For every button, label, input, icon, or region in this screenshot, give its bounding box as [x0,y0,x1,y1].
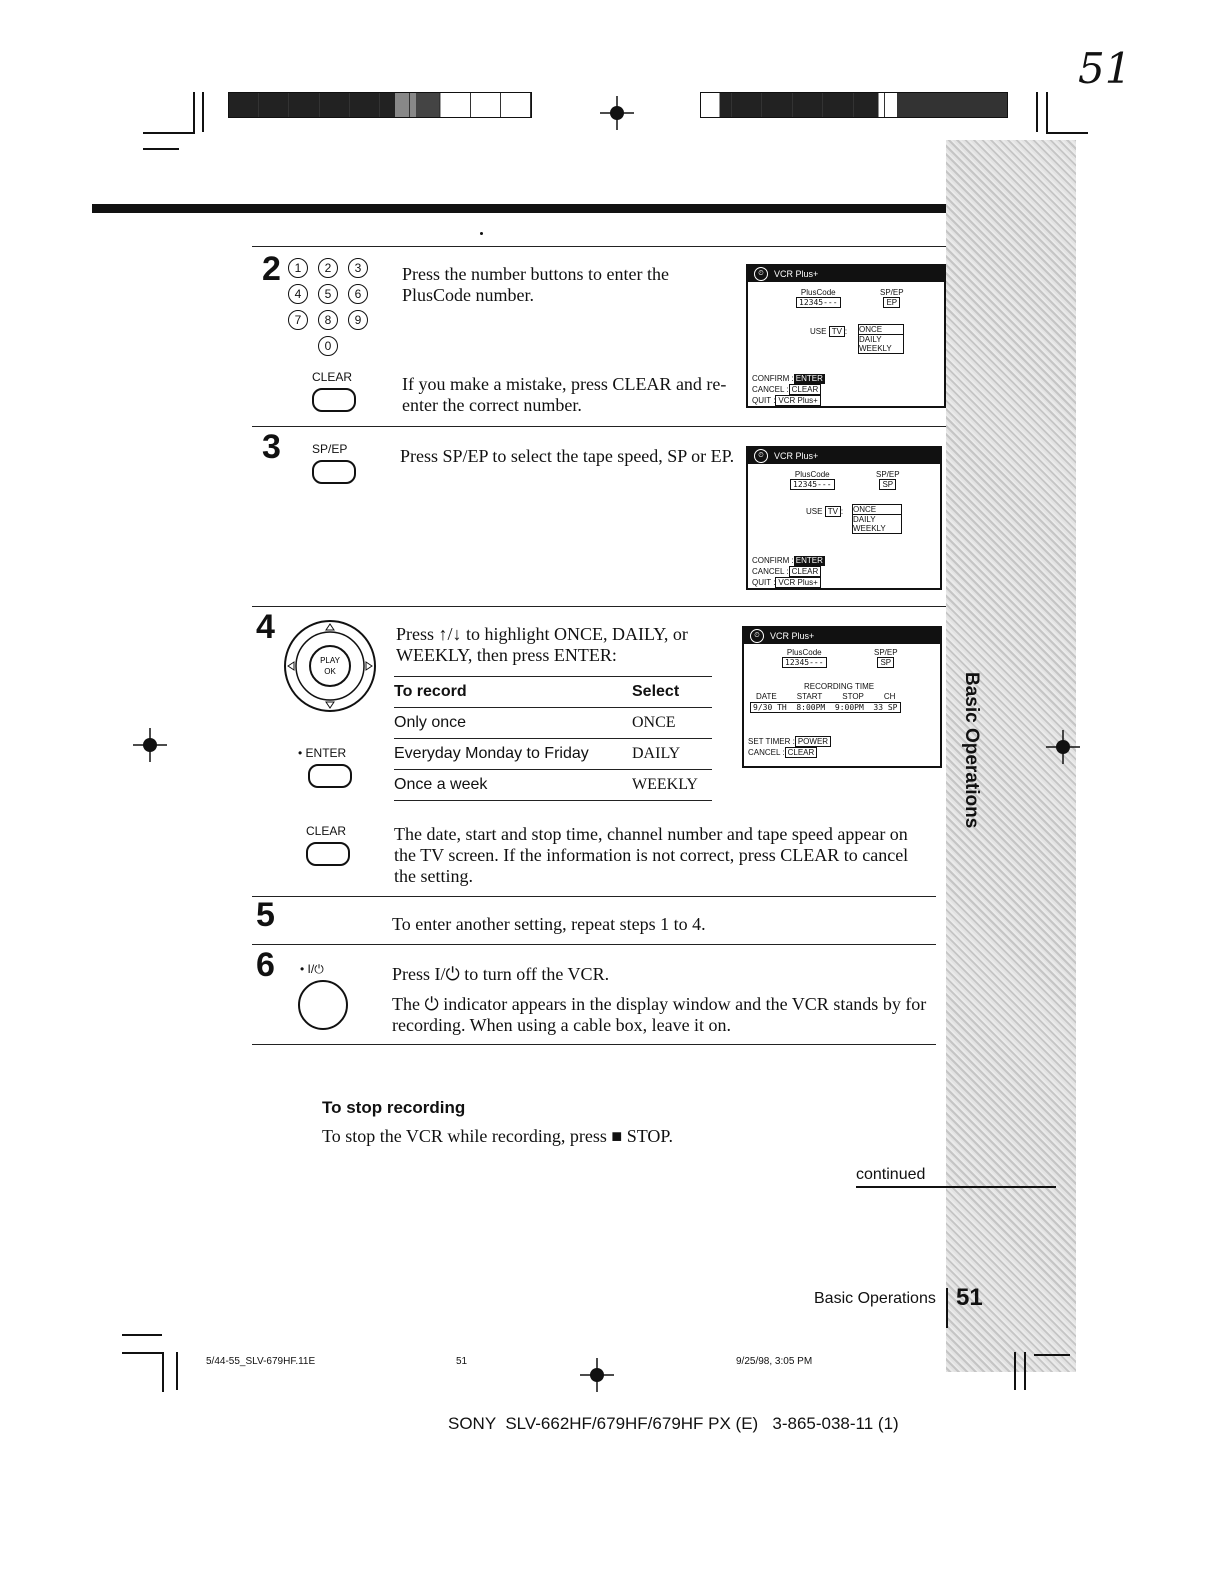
crop-mark-line [143,148,179,150]
stop-text: To stop the VCR while recording, press ■ STOP. [322,1126,673,1146]
osd-option-once: ONCE [859,325,903,335]
enter-button-label: • ENTER [298,746,347,760]
table-cell: WEEKLY [632,770,712,801]
tv-icon: TV [825,506,841,517]
table-cell: DAILY [632,739,712,770]
osd-screen-3: ⏲ VCR Plus+ PlusCode 12345--- SP/EP SP RECORDING TIME DATE START STOP CH 9/30 TH 8:00PM 9:00PM 33 SP SET TIMER : POWER CANCEL : CLEAR [742,626,942,768]
dial-play-label: PLAY [320,656,340,665]
osd-confirm: CONFIRM [752,374,790,383]
clear-button-icon [312,388,356,412]
power-button-icon [298,980,348,1030]
crop-mark-top-left [143,92,195,134]
osd-speed-label: SP/EP [876,470,900,479]
footer-page-number: 51 [956,1284,983,1311]
key-9: 9 [348,310,368,330]
osd-col-start: START [796,692,823,701]
top-thick-rule [92,204,946,213]
osd-speed-label: SP/EP [880,288,904,297]
osd-set-timer: SET TIMER [748,737,791,746]
osd-cancel: CANCEL [752,567,785,576]
step-divider [252,896,936,897]
dial-ok-label: OK [324,667,336,676]
step-number: 3 [262,428,281,466]
osd-pluscode-value: 12345--- [790,479,835,490]
sp-ep-button-icon [312,460,356,484]
registration-bar-right [700,92,1008,118]
continued-label: continued [856,1166,926,1183]
osd-confirm-key: ENTER [795,374,823,383]
osd-quit: QUIT [752,396,771,405]
sp-ep-button-label: SP/EP [312,442,348,456]
osd-option-daily: DAILY [859,335,882,344]
crop-mark-line [1024,1352,1026,1390]
speck [480,232,483,235]
key-6: 6 [348,284,368,304]
footer-section: Basic Operations [814,1290,936,1307]
osd-quit-key: VCR Plus+ [775,395,820,406]
crop-mark-bottom-left [122,1352,164,1392]
osd-cancel-key: CLEAR [789,566,822,577]
osd-option-weekly: WEEKLY [853,524,886,533]
osd-col-date: DATE [756,692,777,701]
step-4-note: The date, start and stop time, channel number and tape speed appear on the TV screen. If the information is not correct, press CLEAR to cancel the setting. [394,824,909,886]
step-divider [252,944,936,945]
crosshair-icon [1046,730,1080,764]
clear-button-label: CLEAR [306,824,347,838]
crosshair-icon [133,728,167,762]
osd-title: VCR Plus+ [770,631,815,641]
sidebar-title: Basic Operations [961,672,982,829]
osd-confirm: CONFIRM [752,556,790,565]
osd-pluscode-label: PlusCode [794,470,830,479]
crop-mark-top-right [1046,92,1088,134]
osd-pluscode-label: PlusCode [800,288,836,297]
osd-pluscode-label: PlusCode [786,648,822,657]
osd-use-label: USE [810,327,827,336]
key-8: 8 [318,310,338,330]
step-divider [252,1044,936,1045]
osd-col-ch: CH [883,692,896,701]
osd-speed-value: SP [877,657,894,668]
enter-button-icon [308,764,352,788]
handwritten-page-number: 51 [1078,44,1132,93]
step-2-text: Press the number buttons to enter the PlusCode number. [402,264,669,305]
registration-bar-left [228,92,532,118]
crosshair-icon [600,96,634,130]
table-cell: Only once [394,708,632,739]
continued-rule [856,1186,1056,1188]
osd-screen-2: ⏲ VCR Plus+ PlusCode 12345--- SP/EP SP USE TV : ONCE DAILY WEEKLY CONFIRM : ENTER CANCEL : CLEAR QUIT : VCR Plus+ [746,446,942,590]
key-2: 2 [318,258,338,278]
step-divider [252,606,946,607]
crop-mark-line [202,92,204,132]
tv-icon: TV [829,326,845,337]
osd-recording-row: 9/30 TH 8:00PM 9:00PM 33 SP [750,702,901,713]
osd-recording-time: RECORDING TIME [804,682,875,691]
step-3-text: Press SP/EP to select the tape speed, SP or EP. [400,446,735,466]
crop-mark-line [1014,1352,1016,1390]
number-keypad [288,258,378,358]
footer-datetime: 9/25/98, 3:05 PM [736,1356,813,1367]
osd-speed-value: SP [879,479,896,490]
step-6-text: Press I/⏻ to turn off the VCR. [392,964,610,984]
key-4: 4 [288,284,308,304]
osd-screen-1: ⏲ VCR Plus+ PlusCode 12345--- SP/EP EP USE TV : ONCE DAILY WEEKLY CONFIRM : ENTER CANCEL : CLEAR QUIT : VCR Plus+ [746,264,946,408]
crop-mark-line [176,1352,178,1390]
stop-heading: To stop recording [322,1098,466,1117]
osd-pluscode-value: 12345--- [796,297,841,308]
step-6-note: The ⏻ indicator appears in the display window and the VCR stands by for recording. When using a cable box, leave it on. [392,994,927,1035]
clear-button-icon [306,842,350,866]
clock-icon: ⏲ [754,449,768,463]
footer-file: 5/44-55_SLV-679HF.11E [206,1356,316,1367]
osd-set-timer-key: POWER [795,736,831,747]
record-table [394,676,712,801]
crop-mark-bottom-right [1034,1340,1070,1356]
step-number: 5 [256,896,275,934]
osd-quit-key: VCR Plus+ [775,577,820,588]
page-tab-divider [946,1288,948,1328]
osd-cancel-key: CLEAR [789,384,822,395]
osd-option-weekly: WEEKLY [859,344,892,353]
step-divider [252,246,946,247]
osd-speed-value: EP [883,297,900,308]
footer-page-small: 51 [456,1356,468,1367]
osd-col-stop: STOP [842,692,864,701]
table-header: Select [632,677,712,708]
osd-title: VCR Plus+ [774,269,819,279]
table-row [394,770,712,801]
crop-mark-line [122,1334,162,1336]
table-header: To record [394,677,632,708]
power-button-label: • I/⏻ [300,962,324,976]
clock-icon: ⏲ [750,629,764,643]
osd-title: VCR Plus+ [774,451,819,461]
osd-cancel: CANCEL [752,385,785,394]
table-row [394,708,712,739]
key-5: 5 [318,284,338,304]
osd-cancel-key: CLEAR [785,747,818,758]
step-number: 6 [256,946,275,984]
osd-option-once: ONCE [853,505,901,515]
key-0: 0 [318,336,338,356]
key-3: 3 [348,258,368,278]
osd-option-daily: DAILY [853,515,876,524]
step-4-text: Press ↑/↓ to highlight ONCE, DAILY, or WEEKLY, then press ENTER: [396,624,688,665]
step-divider [252,426,946,427]
table-header-row [394,677,712,708]
osd-quit: QUIT [752,578,771,587]
crop-mark-line [1036,92,1038,132]
play-ok-dial-icon [282,618,378,714]
key-1: 1 [288,258,308,278]
osd-pluscode-value: 12345--- [782,657,827,668]
osd-confirm-key: ENTER [795,556,823,565]
step-number: 2 [262,250,281,288]
table-cell: Once a week [394,770,632,801]
table-cell: ONCE [632,708,712,739]
step-2-note: If you make a mistake, press CLEAR and re-enter the correct number. [402,374,727,415]
crosshair-icon [580,1358,614,1392]
step-number: 4 [256,608,275,646]
clear-button-label: CLEAR [312,370,353,384]
step-5-text: To enter another setting, repeat steps 1 to 4. [392,914,706,934]
osd-speed-label: SP/EP [874,648,898,657]
table-row [394,739,712,770]
osd-cancel: CANCEL [748,748,781,757]
osd-use-label: USE [806,507,823,516]
clock-icon: ⏲ [754,267,768,281]
key-7: 7 [288,310,308,330]
footer-model-line: SONY SLV-662HF/679HF/679HF PX (E) 3-865-038-11 (1) [448,1414,899,1433]
table-cell: Everyday Monday to Friday [394,739,632,770]
